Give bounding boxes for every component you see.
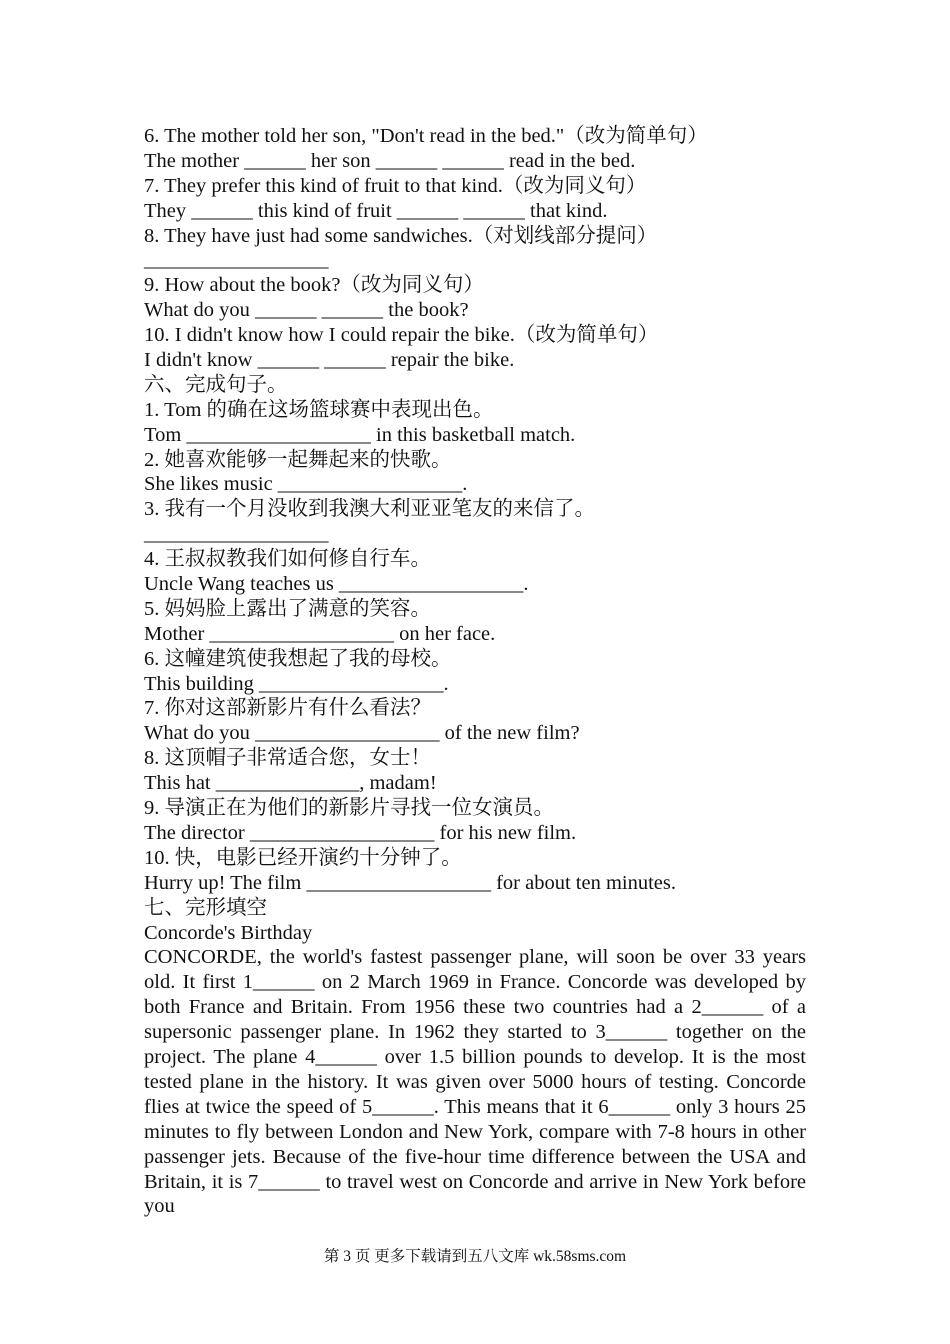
exercise-line: 8. 这顶帽子非常适合您，女士！: [144, 747, 431, 770]
page-footer: 第 3 页 更多下载请到五八文库 wk.58sms.com: [323, 1248, 627, 1265]
answer-line: Mother __________________ on her face.: [144, 622, 496, 645]
exercise-line: 7. 你对这部新影片有什么看法？: [144, 697, 431, 720]
answer-line: Tom __________________ in this basketball match.: [144, 423, 576, 446]
answer-line: This hat ______________, madam!: [144, 772, 437, 795]
exercise-line: 3. 我有一个月没收到我澳大利亚亚笔友的来信了。: [144, 498, 595, 521]
section-heading: 六、完成句子。: [144, 373, 288, 396]
answer-line: What do you ______ ______ the book?: [144, 299, 469, 322]
exercise-line: 6. The mother told her son, "Don't read in the bed."（改为简单句）: [144, 125, 708, 147]
answer-line: This building __________________.: [144, 672, 449, 695]
exercise-line: 7. They prefer this kind of fruit to that kind.（改为同义句）: [144, 174, 647, 197]
exercise-line: 9. 导演正在为他们的新影片寻找一位女演员。: [144, 797, 554, 820]
exercise-line: 8. They have just had some sandwiches.（对划线部分提问）: [144, 224, 658, 247]
answer-line: Uncle Wang teaches us __________________.: [144, 573, 529, 596]
answer-line: She likes music __________________.: [144, 473, 468, 496]
exercise-line: 5. 妈妈脸上露出了满意的笑容。: [144, 597, 431, 620]
answer-line: The director __________________ for his new film.: [144, 821, 577, 844]
exercise-line: 2. 她喜欢能够一起舞起来的快歌。: [144, 448, 452, 471]
exercise-line: 6. 这幢建筑使我想起了我的母校。: [144, 647, 452, 670]
answer-line: The mother ______ her son ______ ______ read in the bed.: [144, 149, 636, 172]
answer-blank: __________________: [144, 249, 329, 272]
answer-line: I didn't know ______ ______ repair the bike.: [144, 349, 515, 372]
answer-line: What do you __________________ of the new film?: [144, 722, 580, 745]
section-heading: 七、完形填空: [144, 896, 267, 919]
exercise-line: 9. How about the book?（改为同义句）: [144, 274, 484, 297]
cloze-passage: CONCORDE, the world's fastest passenger plane, will soon be over 33 years old. It first 1______ on 2 March 1969 in France. Concorde was developed by both France and Britain. From 1956 these two countries had a 2______ of a supersonic passenger plane. In 1962 they started to 3______ together on the project. The plane 4______ over 1.5 billion pounds to develop. It is the most tested plane in the history. It was given over 5000 hours of testing. Concorde flies at twice the speed of 5______. This means that it 6______ only 3 hours 25 minutes to fly between London and New York, compare with 7-8 hours in other passenger jets. Because of the five-hour time difference between the USA and Britain, it is 7______ to travel west on Concorde and arrive in New York before you: [144, 946, 806, 1218]
answer-line: Hurry up! The film __________________ for about ten minutes.: [144, 871, 676, 894]
answer-blank: __________________: [144, 523, 329, 546]
document-body: [144, 124, 806, 1219]
exercise-line: 1. Tom 的确在这场篮球赛中表现出色。: [144, 398, 494, 421]
exercise-line: 10. I didn't know how I could repair the bike.（改为简单句）: [144, 324, 659, 347]
exercise-line: 10. 快，电影已经开演约十分钟了。: [144, 846, 462, 869]
passage-title: Concorde's Birthday: [144, 921, 313, 944]
answer-line: They ______ this kind of fruit ______ ______ that kind.: [144, 199, 608, 222]
exercise-line: 4. 王叔叔教我们如何修自行车。: [144, 548, 431, 571]
